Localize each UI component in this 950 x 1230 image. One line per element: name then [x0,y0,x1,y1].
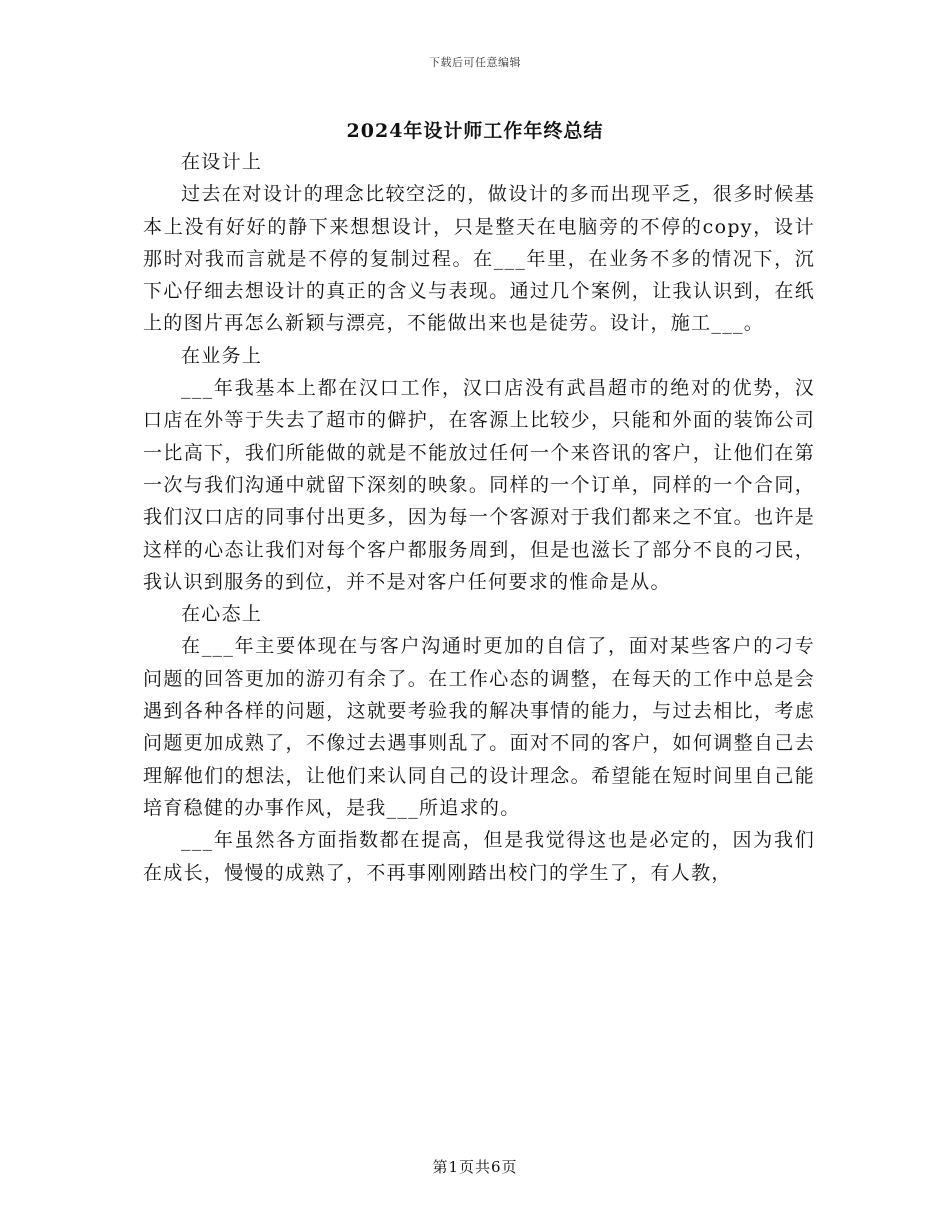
section-heading-design: 在设计上 [181,151,263,173]
paragraph-business: ___年我基本上都在汉口工作，汉口店没有武昌超市的绝对的优势，汉口店在外等于失去了超市的僻护，在客源上比较少，只能和外面的装饰公司一比高下，我们所能做的就是不能放过任何一个来咨讯的客户，让他们在第一次与我们沟通中就留下深刻的映象。同样的一个订单，同样的一个合同，我们汉口店的同事付出更多，因为每一个客源对于我们都来之不宜。也许是这样的心态让我们对每个客户都服务周到，但是也滋长了部分不良的刁民，我认识到服务的到位，并不是对客户任何要求的惟命是从。 [143,377,815,593]
header-note: 下载后可任意编辑 [429,56,521,69]
section-heading-mindset: 在心态上 [181,603,263,626]
paragraph-design: 过去在对设计的理念比较空泛的，做设计的多而出现平乏，很多时候基本上没有好好的静下来想想设计，只是整天在电脑旁的不停的copy，设计那时对我而言就是不停的复制过程。在___年里，在业务不多的情况下，沉下心仔细去想设计的真正的含义与表现。通过几个案例，让我认识到，在纸上的图片再怎么新颖与漂亮，不能做出来也是徒劳。设计，施工___。 [143,183,815,335]
section-heading-business: 在业务上 [181,344,263,367]
page-number: 第1页共6页 [432,1158,518,1176]
paragraph-mindset: 在___年主要体现在与客户沟通时更加的自信了，面对某些客户的刁专问题的回答更加的游刃有余了。在工作心态的调整，在每天的工作中总是会遇到各种各样的问题，这就要考验我的解决事情的能力，与过去相比，考虑问题更加成熟了，不像过去遇事则乱了。面对不同的客户，如何调整自己去理解他们的想法，让他们来认同自己的设计理念。希望能在短时间里自己能培育稳健的办事作风，是我___所追求的。 [143,635,815,819]
document-body [143,146,815,889]
document-title: 2024年设计师工作年终总结 [346,120,604,142]
paragraph-growth: ___年虽然各方面指数都在提高，但是我觉得这也是必定的，因为我们在成长，慢慢的成熟了，不再事刚刚踏出校门的学生了，有人教， [143,829,815,884]
